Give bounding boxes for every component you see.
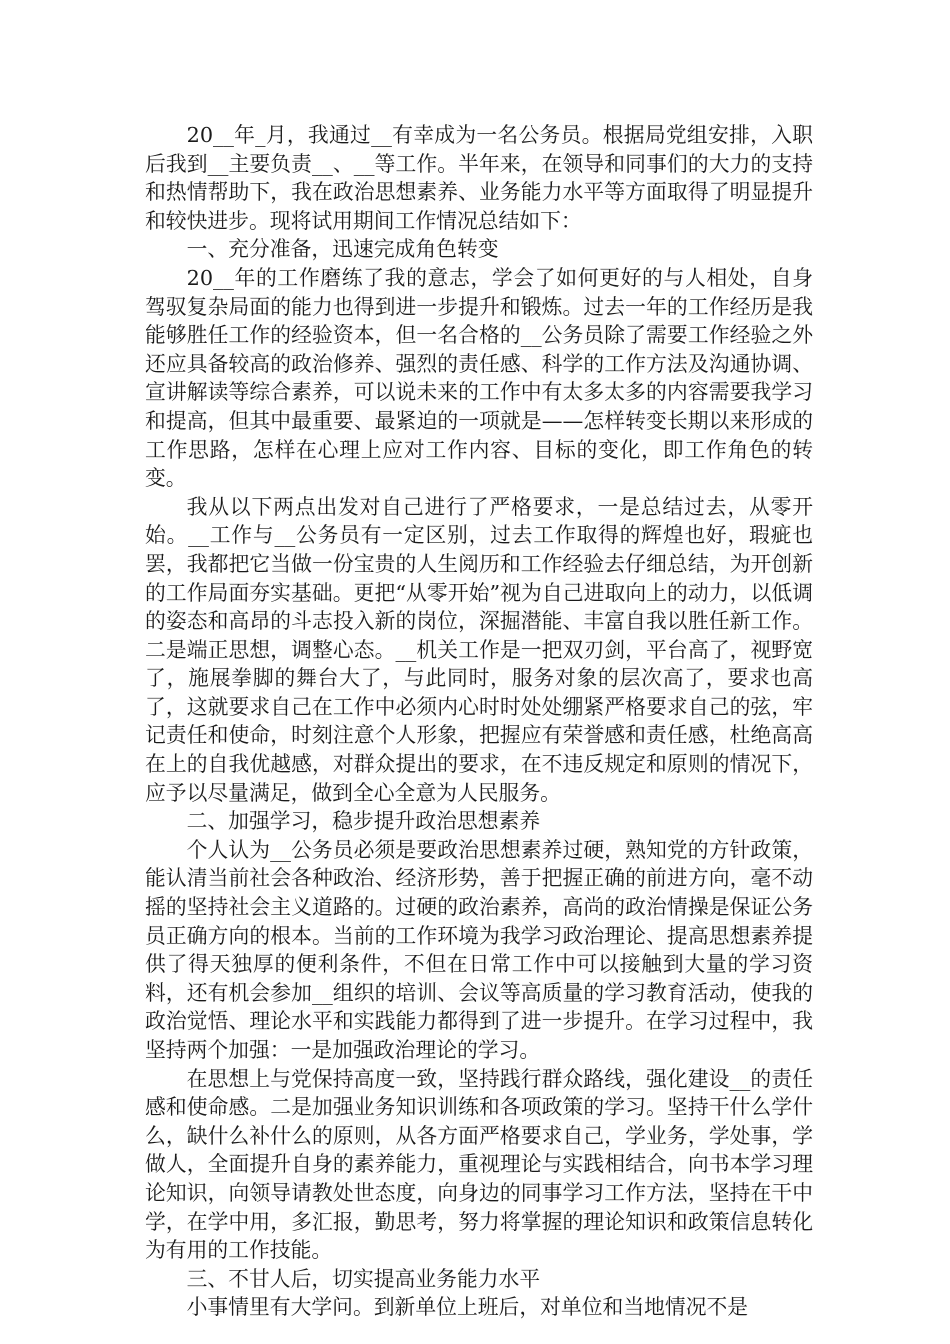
section-heading-2: 二、加强学习，稳步提升政治思想素养 (186, 809, 541, 834)
document-body (145, 121, 813, 1322)
section-heading-3: 三、不甘人后，切实提高业务能力水平 (186, 1266, 541, 1291)
section-3-paragraph-1: 小事情里有大学问。到新单位上班后，对单位和当地情况不是 (186, 1295, 749, 1320)
section-2-paragraph-1: 个人认为__公务员必须是要政治思想素养过硬，熟知党的方针政策，能认清当前社会各种政治、经济形势，善于把握正确的前进方向，毫不动摇的坚持社会主义道路的。过硬的政治素养，高尚的政治情操是保证公务员正确方向的根本。当前的工作环境为我学习政治理论、提高思想素养提供了得天独厚的便利条件，不但在日常工作中可以接触到大量的学习资料，还有机会参加__组织的培训、会议等高质量的学习教育活动，使我的政治觉悟、理论水平和实践能力都得到了进一步提升。在学习过程中，我坚持两个加强：一是加强政治理论的学习。 (145, 837, 813, 1062)
section-2-paragraph-2: 在思想上与党保持高度一致，坚持践行群众路线，强化建设__的责任感和使命感。二是加强业务知识训练和各项政策的学习。坚持干什么学什么，缺什么补什么的原则，从各方面严格要求自己，学业务，学处事，学做人，全面提升自身的素养能力，重视理论与实践相结合，向书本学习理论知识，向领导请教处世态度，向身边的同事学习工作方法，坚持在干中学，在学中用，多汇报，勤思考，努力将掌握的理论知识和政策信息转化为有用的工作技能。 (145, 1066, 813, 1263)
section-1-paragraph-1: 20__年的工作磨练了我的意志，学会了如何更好的与人相处，自身驾驭复杂局面的能力也得到进一步提升和锻炼。过去一年的工作经历是我能够胜任工作的经验资本，但一名合格的__公务员除了需要工作经验之外还应具备较高的政治修养、强烈的责任感、科学的工作方法及沟通协调、宣讲解读等综合素养，可以说未来的工作中有太多太多的内容需要我学习和提高，但其中最重要、最紧迫的一项就是——怎样转变长期以来形成的工作思路，怎样在心理上应对工作内容、目标的变化，即工作角色的转变。 (145, 265, 813, 491)
section-heading-1: 一、充分准备，迅速完成角色转变 (186, 237, 499, 262)
intro-paragraph: 20__年_月，我通过__有幸成为一名公务员。根据局党组安排，入职后我到__主要负责__、__等工作。半年来，在领导和同事们的大力的支持和热情帮助下，我在政治思想素养、业务能力水平等方面取得了明显提升和较快进步。现将试用期间工作情况总结如下： (145, 123, 813, 233)
section-1-paragraph-2: 我从以下两点出发对自己进行了严格要求，一是总结过去，从零开始。__工作与__公务员有一定区别，过去工作取得的辉煌也好，瑕疵也罢，我都把它当做一份宝贵的人生阅历和工作经验去仔细总结，为开创新的工作局面夯实基础。更把“从零开始”视为自己进取向上的动力，以低调的姿态和高昂的斗志投入新的岗位，深掘潜能、丰富自我以胜任新工作。二是端正思想，调整心态。__机关工作是一把双刃剑，平台高了，视野宽了，施展拳脚的舞台大了，与此同时，服务对象的层次高了，要求也高了，这就要求自己在工作中必须内心时时处处绷紧严格要求自己的弦，牢记责任和使命，时刻注意个人形象，把握应有荣誉感和责任感，杜绝高高在上的自我优越感，对群众提出的要求，在不违反规定和原则的情况下，应予以尽量满足，做到全心全意为人民服务。 (145, 494, 813, 805)
